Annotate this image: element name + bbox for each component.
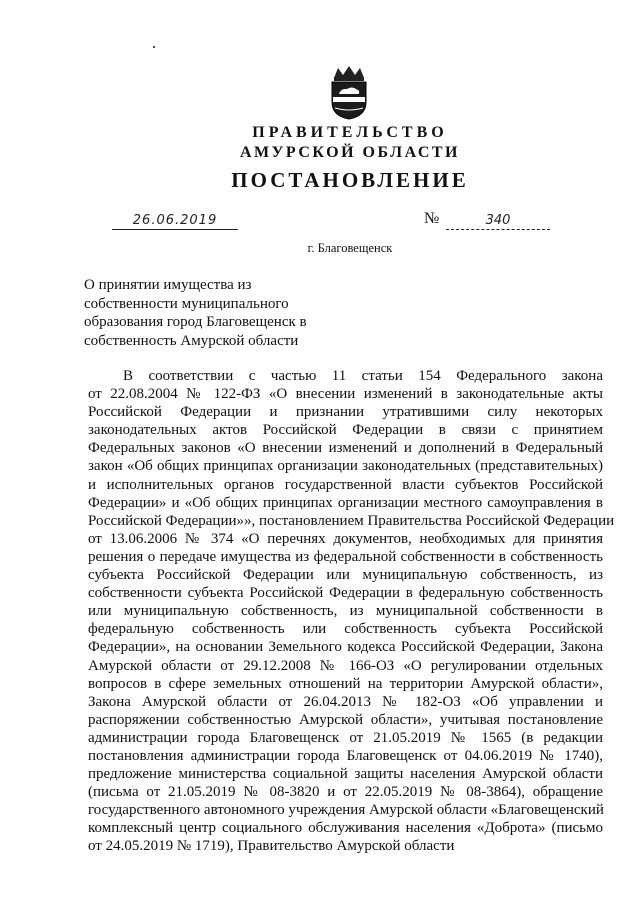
body-line: распоряжении собственностью Амурской области», учитывая постановление [88, 711, 603, 728]
document-type-title: ПОСТАНОВЛЕНИЕ [231, 168, 469, 192]
body-line: законодательных актов Российской Федерации в связи с принятием [88, 422, 603, 439]
body-line: закон «Об общих принципах организации законодательных (представительных) [88, 458, 603, 475]
body-line: Федеральных законов «О внесении изменений и дополнений в Федеральный [88, 440, 603, 457]
region-title: АМУРСКОЙ ОБЛАСТИ [240, 144, 460, 161]
body-line: государственного автономного учреждения Амурской области «Благовещенский [88, 802, 604, 819]
body-line: предложение министерства социальной защиты населения Амурской области [88, 766, 603, 783]
body-line: от 24.05.2019 № 1719), Правительство Амурской области [88, 838, 455, 855]
city-label: г. Благовещенск [307, 241, 393, 255]
body-line: субъекта Российской Федерации или муниципальную собственность, из [88, 567, 603, 584]
subject-line: О принятии имущества из [84, 277, 252, 293]
body-line: Закона Амурской области от 26.04.2013 № 182-ОЗ «Об управлении и [88, 693, 603, 710]
body-line: Федерации», на основании Земельного кодекса Российской Федерации, Закона [88, 639, 603, 656]
body-line: Российской Федерации»», постановлением Правительства Российской Федерации [88, 512, 615, 529]
body-line: вопросов в сфере земельных отношений на территории Амурской области», [88, 675, 603, 692]
scan-speck [153, 46, 155, 48]
body-line: или муниципальную собственность, из муниципальной собственности в [88, 603, 603, 620]
subject-line: собственности муниципального [84, 295, 289, 312]
government-title: ПРАВИТЕЛЬСТВО [252, 124, 448, 141]
body-line: постановления администрации города Благовещенск от 04.06.2019 № 1740), [88, 747, 603, 764]
subject-line: образования город Благовещенск в [84, 314, 307, 330]
body-line: федеральную собственность или собственность субъекта Российской [88, 621, 603, 638]
document-number: 340 [446, 213, 550, 230]
body-line: от 22.08.2004 № 122-ФЗ «О внесении изменений в законодательные акты [88, 386, 603, 403]
body-line: (письма от 21.05.2019 № 08-3820 и от 22.05.2019 № 08-3864), обращение [88, 784, 603, 801]
body-line: Амурской области от 29.12.2008 № 166-ОЗ «О регулировании отдельных [88, 657, 603, 674]
body-line: Российской Федерации и признании утратившими силу некоторых [88, 404, 603, 421]
number-sign: № [424, 210, 440, 227]
document-body [88, 367, 615, 856]
amur-oblast-coat-of-arms-icon [326, 64, 372, 120]
document-subject [84, 276, 344, 350]
body-line: Федерации» и «Об общих принципах организации местного самоуправления в [88, 494, 603, 511]
body-line: собственности субъекта Российской Федерации в федеральную собственность [88, 585, 603, 602]
body-line: администрации города Благовещенск от 21.05.2019 № 1565 (в редакции [88, 729, 603, 746]
subject-line: собственность Амурской области [84, 332, 299, 349]
body-line: В соответствии с частью 11 статьи 154 Федерального закона [123, 368, 603, 384]
body-line: от 13.06.2006 № 374 «О перечнях документов, необходимых для принятия [88, 530, 603, 547]
body-line: решения о передаче имущества из федеральной собственности в собственность [88, 548, 603, 565]
body-line: комплексный центр социального обслуживания населения «Доброта» (письмо [88, 820, 603, 837]
body-line: и исполнительных органов государственной власти субъектов Российской [88, 476, 603, 493]
document-date: 26.06.2019 [112, 213, 238, 230]
